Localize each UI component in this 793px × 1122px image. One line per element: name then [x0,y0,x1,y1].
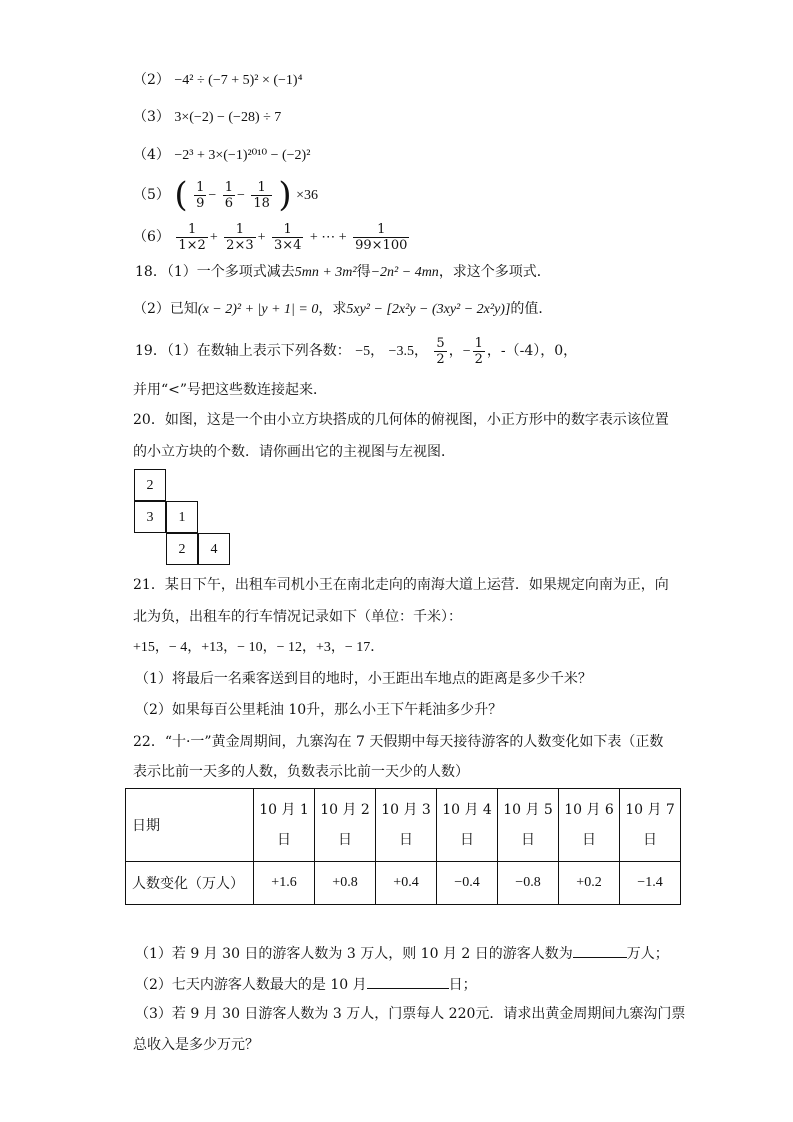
grid-cell: 1 [166,501,198,533]
q22-sub2 [135,973,477,995]
q17-part3 [133,107,281,128]
fraction: $\frac{1}{18}$ [253,179,270,211]
table-cell: +1.6 [254,862,315,905]
math-expression: 5xy² − [2x²y − (3xy² − 2x²y)] [346,302,511,317]
fraction: $\frac{1}{2\times 3}$ [226,221,254,253]
question-text: ，求 [318,301,347,317]
fraction: $\frac{1}{6}$ [224,179,234,211]
question-text: 万人； [626,946,669,962]
fraction: $\frac{1}{99\times 100}$ [355,221,408,253]
table-header-cell: 10 月 7 日 [620,789,681,862]
table-row [126,789,681,862]
question-text: （2）已知 [133,301,198,317]
question-text: 18．（1）一个多项式减去 [135,264,295,280]
part-label: （2） [133,72,170,88]
fraction: $\frac{1}{1\times 2}$ [178,221,206,253]
question-text: （2）七天内游客人数最大的是 10 月 [135,977,367,993]
grid-cell: 2 [166,533,198,565]
math-expression: −4² ÷ (−7 + 5)² × (−1)⁴ [174,73,303,88]
table-row [126,862,681,905]
q21-line2: 北为负，出租车的行车情况记录如下（单位：千米）： [133,609,462,625]
part-label: （3） [133,109,170,125]
question-text: ，求这个多项式． [438,264,551,280]
table-cell: 人数变化（万人） [126,862,254,905]
answer-blank[interactable] [573,942,627,958]
q17-part5: （5） ( $\frac{1}{9}$ − $\frac{1}{6}$ − $\frac{1}{18}$ ) ×36 [133,175,318,215]
part-label: （6） [133,229,170,245]
q17-part4 [133,145,310,166]
part-label: （4） [133,147,170,163]
grid-cell: 2 [134,469,166,501]
table-cell: −0.8 [498,862,559,905]
question-text: 日； [448,977,477,993]
number: −3.5 [388,344,414,359]
table-header-cell: 10 月 1 日 [254,789,315,862]
fraction: $\frac{1}{2}$ [474,335,483,367]
question-text: 19．（1）在数轴上表示下列各数： [135,343,351,359]
question-text: （1）若 9 月 30 日的游客人数为 3 万人，则 10 月 2 日的游客人数为 [135,946,573,962]
table-cell: +0.8 [315,862,376,905]
table-header-cell: 10 月 3 日 [376,789,437,862]
q21-records: +15，− 4，+13，− 10，− 12，+3，− 17． [133,640,385,655]
question-text: 得 [356,264,371,280]
q21-line1: 21．某日下午，出租车司机小王在南北走向的南海大道上运营．如果规定向南为正，向 [133,577,669,593]
q22-sub3-line2: 总收入是多少万元？ [133,1037,259,1053]
table-header-cell: 日期 [126,789,254,862]
number: −5 [355,344,371,359]
fraction: $\frac{1}{3\times 4}$ [273,221,302,253]
math-expression: −2n² − 4mn [370,265,439,280]
q21-sub2: （2）如果每百公里耗油 10升，那么小王下午耗油多少升？ [135,702,503,718]
right-paren: ) [278,175,292,215]
math-tail: ×36 [296,188,318,203]
fraction: $\frac{5}{2}$ [436,335,445,367]
q22-sub1 [135,942,669,964]
q17-part6: （6） $\frac{1}{1\times 2}$ + $\frac{1}{2\times 3}$ + $\frac{1}{3\times 4}$ + ⋯ + $\frac{1}{99\times 100}$ [133,221,408,253]
q19-line1: 19．（1）在数轴上表示下列各数： −5， −3.5， $\frac{5}{2}$ ，− $\frac{1}{2}$ ，-（-4），0， [135,335,578,367]
question-text: 的值． [510,301,553,317]
q17-part2 [133,70,302,91]
table-cell: −1.4 [620,862,681,905]
q22-line2: 表示比前一天多的人数，负数表示比前一天少的人数） [133,764,469,780]
answer-blank[interactable] [367,973,449,989]
question-text: ，-（-4），0， [486,343,578,359]
q22-line1: 22．“十·一”黄金周期间，九寨沟在 7 天假期中每天接待游客的人数变化如下表（正数 [133,734,664,750]
q18-part2 [133,299,552,320]
math-expression: 3×(−2) − (−28) ÷ 7 [174,110,282,125]
grid-cell: 4 [198,533,230,565]
math-expression: −2³ + 3×(−1)²⁰¹⁰ − (−2)² [174,148,311,163]
q18-part1 [135,262,551,283]
left-paren: ( [174,175,188,215]
table-cell: −0.4 [437,862,498,905]
visitor-change-table [125,788,681,905]
ellipsis: + ⋯ + [309,230,347,245]
part-label: （5） [133,187,170,203]
q22-sub3-line1: （3）若 9 月 30 日游客人数为 3 万人，门票每人 220元．请求出黄金周期间九寨沟门票 [135,1006,686,1022]
table-header-cell: 10 月 6 日 [559,789,620,862]
q20-line2: 的小立方块的个数．请你画出它的主视图与左视图． [133,444,455,460]
math-expression: (x − 2)² + |y + 1| = 0 [197,302,319,317]
math-expression: 5mn + 3m² [294,265,357,280]
q21-sub1: （1）将最后一名乘客送到目的地时，小王距出车地点的距离是多少千米？ [135,671,592,687]
grid-cell: 3 [134,501,166,533]
table-header-cell: 10 月 4 日 [437,789,498,862]
table-cell: +0.4 [376,862,437,905]
table-cell: +0.2 [559,862,620,905]
table-header-cell: 10 月 5 日 [498,789,559,862]
q20-line1: 20．如图，这是一个由小立方块搭成的几何体的俯视图，小正方形中的数字表示该位置 [133,412,669,428]
fraction: $\frac{1}{9}$ [196,179,205,211]
table-header-cell: 10 月 2 日 [315,789,376,862]
q19-line2: 并用“<”号把这些数连接起来． [133,382,328,398]
